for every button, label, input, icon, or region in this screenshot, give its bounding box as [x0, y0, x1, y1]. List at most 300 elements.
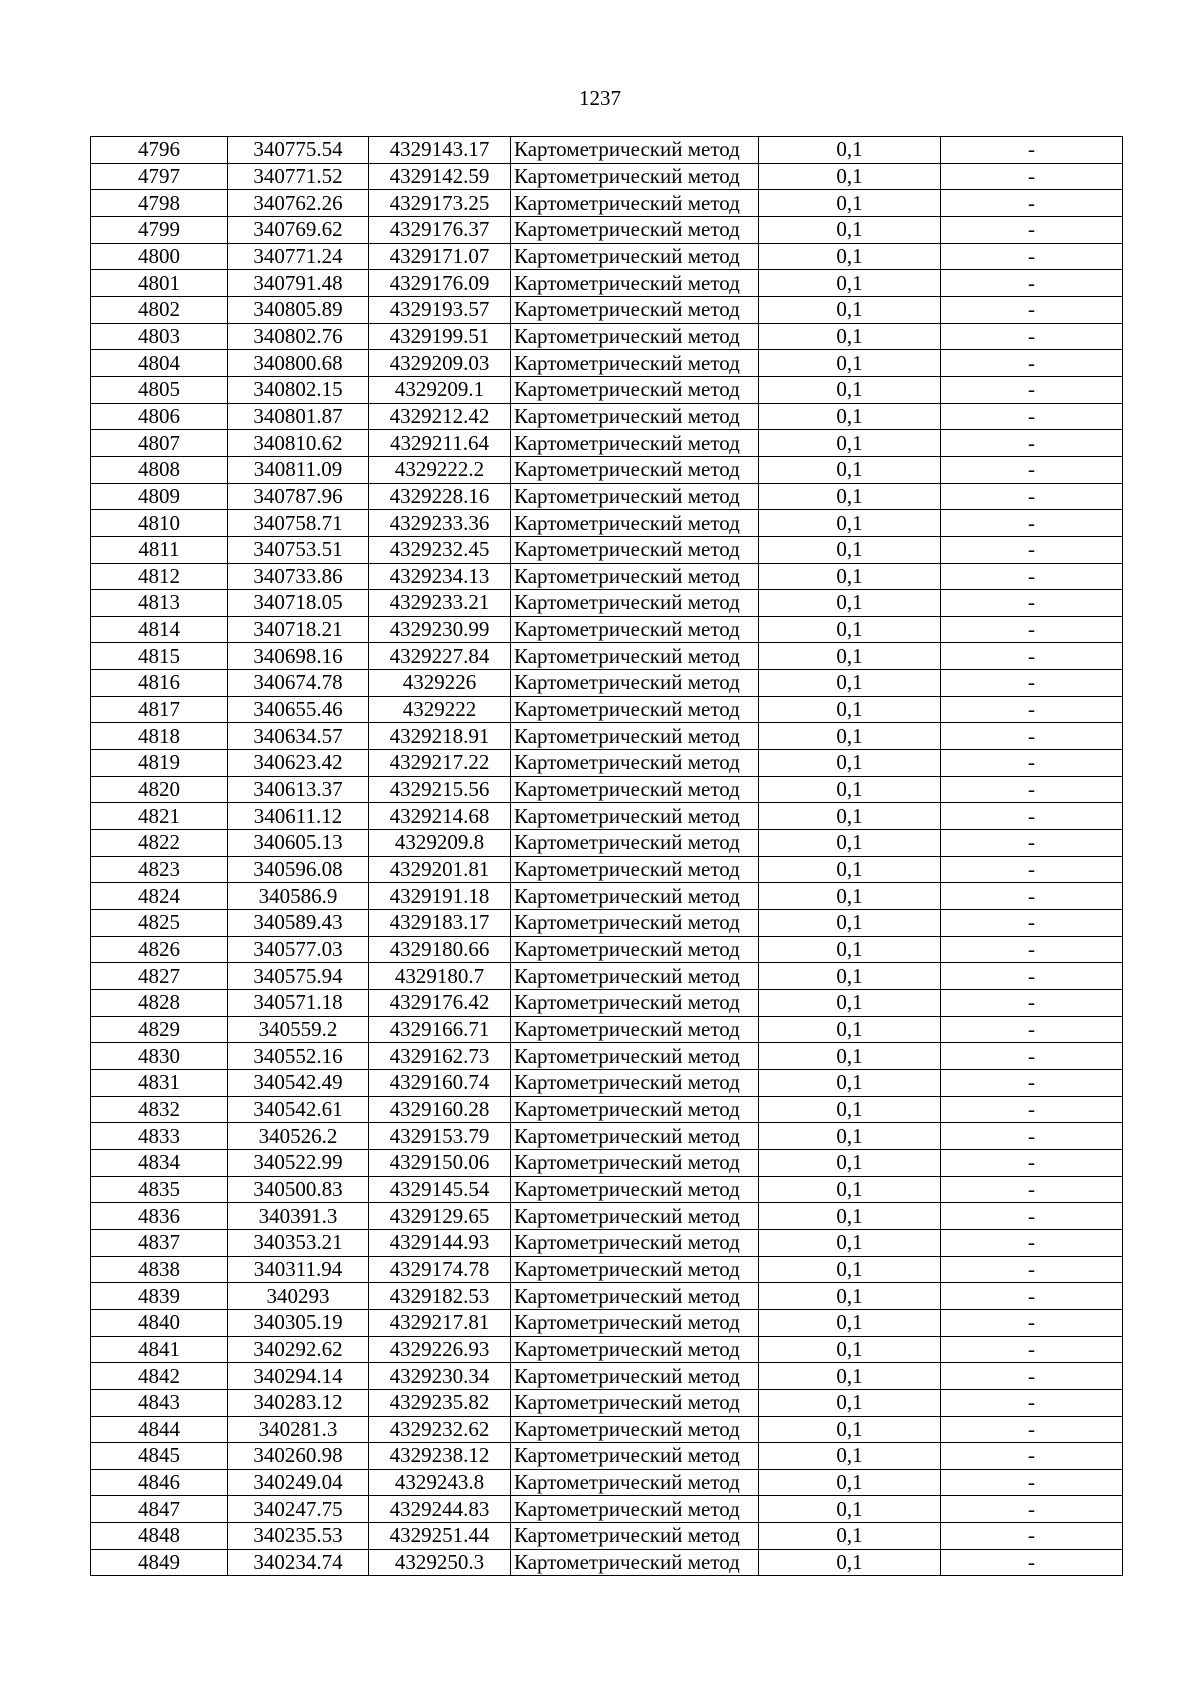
y-coordinate-cell: 4329226: [369, 670, 511, 697]
note-cell: -: [941, 963, 1123, 990]
method-cell: Картометрический метод: [511, 616, 759, 643]
note-cell: -: [941, 830, 1123, 857]
x-coordinate-cell: 340353.21: [228, 1229, 369, 1256]
point-number-cell: 4835: [91, 1176, 228, 1203]
method-cell: Картометрический метод: [511, 856, 759, 883]
x-coordinate-cell: 340596.08: [228, 856, 369, 883]
method-cell: Картометрический метод: [511, 1096, 759, 1123]
table-row: [91, 1336, 1123, 1363]
point-number-cell: 4845: [91, 1443, 228, 1470]
point-number-cell: 4847: [91, 1496, 228, 1523]
y-coordinate-cell: 4329232.45: [369, 536, 511, 563]
table-row: [91, 1096, 1123, 1123]
table-row: [91, 1523, 1123, 1550]
method-cell: Картометрический метод: [511, 1496, 759, 1523]
table-row: [91, 883, 1123, 910]
table-row: [91, 1229, 1123, 1256]
x-coordinate-cell: 340787.96: [228, 483, 369, 510]
table-row: [91, 536, 1123, 563]
table-row: [91, 323, 1123, 350]
table-row: [91, 1549, 1123, 1576]
table-row: [91, 510, 1123, 537]
x-coordinate-cell: 340802.76: [228, 323, 369, 350]
y-coordinate-cell: 4329150.06: [369, 1149, 511, 1176]
y-coordinate-cell: 4329212.42: [369, 403, 511, 430]
note-cell: -: [941, 910, 1123, 937]
table-row: [91, 590, 1123, 617]
note-cell: -: [941, 670, 1123, 697]
y-coordinate-cell: 4329243.8: [369, 1469, 511, 1496]
note-cell: -: [941, 350, 1123, 377]
point-number-cell: 4838: [91, 1256, 228, 1283]
y-coordinate-cell: 4329171.07: [369, 243, 511, 270]
x-coordinate-cell: 340810.62: [228, 430, 369, 457]
point-number-cell: 4813: [91, 590, 228, 617]
accuracy-cell: 0,1: [759, 856, 941, 883]
method-cell: Картометрический метод: [511, 1443, 759, 1470]
table-row: [91, 403, 1123, 430]
y-coordinate-cell: 4329235.82: [369, 1389, 511, 1416]
y-coordinate-cell: 4329153.79: [369, 1123, 511, 1150]
note-cell: -: [941, 296, 1123, 323]
note-cell: -: [941, 1203, 1123, 1230]
y-coordinate-cell: 4329214.68: [369, 803, 511, 830]
x-coordinate-cell: 340249.04: [228, 1469, 369, 1496]
method-cell: Картометрический метод: [511, 1256, 759, 1283]
note-cell: -: [941, 590, 1123, 617]
point-number-cell: 4812: [91, 563, 228, 590]
accuracy-cell: 0,1: [759, 563, 941, 590]
method-cell: Картометрический метод: [511, 1389, 759, 1416]
point-number-cell: 4841: [91, 1336, 228, 1363]
method-cell: Картометрический метод: [511, 936, 759, 963]
point-number-cell: 4839: [91, 1283, 228, 1310]
accuracy-cell: 0,1: [759, 616, 941, 643]
point-number-cell: 4849: [91, 1549, 228, 1576]
accuracy-cell: 0,1: [759, 350, 941, 377]
point-number-cell: 4809: [91, 483, 228, 510]
y-coordinate-cell: 4329173.25: [369, 190, 511, 217]
x-coordinate-cell: 340292.62: [228, 1336, 369, 1363]
y-coordinate-cell: 4329211.64: [369, 430, 511, 457]
note-cell: -: [941, 137, 1123, 164]
x-coordinate-cell: 340733.86: [228, 563, 369, 590]
y-coordinate-cell: 4329215.56: [369, 776, 511, 803]
table-row: [91, 1389, 1123, 1416]
accuracy-cell: 0,1: [759, 776, 941, 803]
method-cell: Картометрический метод: [511, 1176, 759, 1203]
note-cell: -: [941, 1016, 1123, 1043]
method-cell: Картометрический метод: [511, 1016, 759, 1043]
point-number-cell: 4816: [91, 670, 228, 697]
table-row: [91, 856, 1123, 883]
x-coordinate-cell: 340294.14: [228, 1363, 369, 1390]
accuracy-cell: 0,1: [759, 803, 941, 830]
note-cell: -: [941, 1283, 1123, 1310]
point-number-cell: 4797: [91, 163, 228, 190]
table-row: [91, 1469, 1123, 1496]
method-cell: Картометрический метод: [511, 403, 759, 430]
method-cell: Картометрический метод: [511, 270, 759, 297]
method-cell: Картометрический метод: [511, 456, 759, 483]
y-coordinate-cell: 4329201.81: [369, 856, 511, 883]
point-number-cell: 4836: [91, 1203, 228, 1230]
accuracy-cell: 0,1: [759, 963, 941, 990]
point-number-cell: 4817: [91, 696, 228, 723]
x-coordinate-cell: 340771.24: [228, 243, 369, 270]
note-cell: -: [941, 1523, 1123, 1550]
point-number-cell: 4834: [91, 1149, 228, 1176]
method-cell: Картометрический метод: [511, 190, 759, 217]
accuracy-cell: 0,1: [759, 483, 941, 510]
table-row: [91, 643, 1123, 670]
table-row: [91, 616, 1123, 643]
y-coordinate-cell: 4329228.16: [369, 483, 511, 510]
point-number-cell: 4830: [91, 1043, 228, 1070]
table-row: [91, 376, 1123, 403]
method-cell: Картометрический метод: [511, 1043, 759, 1070]
x-coordinate-cell: 340571.18: [228, 990, 369, 1017]
table-row: [91, 270, 1123, 297]
note-cell: -: [941, 1443, 1123, 1470]
method-cell: Картометрический метод: [511, 910, 759, 937]
point-number-cell: 4833: [91, 1123, 228, 1150]
y-coordinate-cell: 4329244.83: [369, 1496, 511, 1523]
accuracy-cell: 0,1: [759, 270, 941, 297]
point-number-cell: 4832: [91, 1096, 228, 1123]
point-number-cell: 4803: [91, 323, 228, 350]
x-coordinate-cell: 340575.94: [228, 963, 369, 990]
note-cell: -: [941, 643, 1123, 670]
x-coordinate-cell: 340281.3: [228, 1416, 369, 1443]
x-coordinate-cell: 340391.3: [228, 1203, 369, 1230]
method-cell: Картометрический метод: [511, 323, 759, 350]
accuracy-cell: 0,1: [759, 1123, 941, 1150]
note-cell: -: [941, 696, 1123, 723]
table-row: [91, 216, 1123, 243]
accuracy-cell: 0,1: [759, 883, 941, 910]
accuracy-cell: 0,1: [759, 830, 941, 857]
point-number-cell: 4822: [91, 830, 228, 857]
x-coordinate-cell: 340305.19: [228, 1309, 369, 1336]
y-coordinate-cell: 4329217.81: [369, 1309, 511, 1336]
coordinates-table-body: [91, 137, 1123, 1576]
method-cell: Картометрический метод: [511, 350, 759, 377]
y-coordinate-cell: 4329233.36: [369, 510, 511, 537]
table-row: [91, 910, 1123, 937]
y-coordinate-cell: 4329234.13: [369, 563, 511, 590]
x-coordinate-cell: 340293: [228, 1283, 369, 1310]
x-coordinate-cell: 340577.03: [228, 936, 369, 963]
method-cell: Картометрический метод: [511, 1203, 759, 1230]
note-cell: -: [941, 483, 1123, 510]
table-row: [91, 670, 1123, 697]
y-coordinate-cell: 4329193.57: [369, 296, 511, 323]
point-number-cell: 4815: [91, 643, 228, 670]
table-row: [91, 776, 1123, 803]
note-cell: -: [941, 190, 1123, 217]
y-coordinate-cell: 4329176.42: [369, 990, 511, 1017]
x-coordinate-cell: 340762.26: [228, 190, 369, 217]
x-coordinate-cell: 340613.37: [228, 776, 369, 803]
accuracy-cell: 0,1: [759, 910, 941, 937]
accuracy-cell: 0,1: [759, 403, 941, 430]
y-coordinate-cell: 4329222: [369, 696, 511, 723]
point-number-cell: 4842: [91, 1363, 228, 1390]
x-coordinate-cell: 340311.94: [228, 1256, 369, 1283]
accuracy-cell: 0,1: [759, 643, 941, 670]
accuracy-cell: 0,1: [759, 163, 941, 190]
y-coordinate-cell: 4329176.09: [369, 270, 511, 297]
x-coordinate-cell: 340559.2: [228, 1016, 369, 1043]
point-number-cell: 4837: [91, 1229, 228, 1256]
accuracy-cell: 0,1: [759, 430, 941, 457]
y-coordinate-cell: 4329251.44: [369, 1523, 511, 1550]
y-coordinate-cell: 4329143.17: [369, 137, 511, 164]
x-coordinate-cell: 340623.42: [228, 750, 369, 777]
accuracy-cell: 0,1: [759, 670, 941, 697]
point-number-cell: 4820: [91, 776, 228, 803]
point-number-cell: 4798: [91, 190, 228, 217]
note-cell: -: [941, 163, 1123, 190]
method-cell: Картометрический метод: [511, 1229, 759, 1256]
note-cell: -: [941, 1149, 1123, 1176]
table-row: [91, 1416, 1123, 1443]
accuracy-cell: 0,1: [759, 1283, 941, 1310]
note-cell: -: [941, 430, 1123, 457]
x-coordinate-cell: 340698.16: [228, 643, 369, 670]
x-coordinate-cell: 340791.48: [228, 270, 369, 297]
x-coordinate-cell: 340801.87: [228, 403, 369, 430]
point-number-cell: 4825: [91, 910, 228, 937]
x-coordinate-cell: 340771.52: [228, 163, 369, 190]
note-cell: -: [941, 1096, 1123, 1123]
x-coordinate-cell: 340586.9: [228, 883, 369, 910]
table-row: [91, 696, 1123, 723]
accuracy-cell: 0,1: [759, 1443, 941, 1470]
accuracy-cell: 0,1: [759, 296, 941, 323]
method-cell: Картометрический метод: [511, 990, 759, 1017]
method-cell: Картометрический метод: [511, 137, 759, 164]
point-number-cell: 4805: [91, 376, 228, 403]
point-number-cell: 4801: [91, 270, 228, 297]
x-coordinate-cell: 340802.15: [228, 376, 369, 403]
y-coordinate-cell: 4329230.34: [369, 1363, 511, 1390]
note-cell: -: [941, 750, 1123, 777]
accuracy-cell: 0,1: [759, 696, 941, 723]
y-coordinate-cell: 4329160.74: [369, 1069, 511, 1096]
accuracy-cell: 0,1: [759, 1176, 941, 1203]
accuracy-cell: 0,1: [759, 536, 941, 563]
table-row: [91, 243, 1123, 270]
y-coordinate-cell: 4329222.2: [369, 456, 511, 483]
y-coordinate-cell: 4329217.22: [369, 750, 511, 777]
note-cell: -: [941, 1309, 1123, 1336]
accuracy-cell: 0,1: [759, 1309, 941, 1336]
table-row: [91, 456, 1123, 483]
note-cell: -: [941, 510, 1123, 537]
method-cell: Картометрический метод: [511, 1283, 759, 1310]
method-cell: Картометрический метод: [511, 1123, 759, 1150]
accuracy-cell: 0,1: [759, 510, 941, 537]
point-number-cell: 4799: [91, 216, 228, 243]
y-coordinate-cell: 4329191.18: [369, 883, 511, 910]
y-coordinate-cell: 4329183.17: [369, 910, 511, 937]
x-coordinate-cell: 340260.98: [228, 1443, 369, 1470]
note-cell: -: [941, 536, 1123, 563]
point-number-cell: 4828: [91, 990, 228, 1017]
accuracy-cell: 0,1: [759, 1256, 941, 1283]
method-cell: Картометрический метод: [511, 483, 759, 510]
y-coordinate-cell: 4329180.7: [369, 963, 511, 990]
point-number-cell: 4843: [91, 1389, 228, 1416]
point-number-cell: 4806: [91, 403, 228, 430]
note-cell: -: [941, 456, 1123, 483]
y-coordinate-cell: 4329232.62: [369, 1416, 511, 1443]
table-row: [91, 1203, 1123, 1230]
point-number-cell: 4811: [91, 536, 228, 563]
point-number-cell: 4819: [91, 750, 228, 777]
method-cell: Картометрический метод: [511, 296, 759, 323]
point-number-cell: 4802: [91, 296, 228, 323]
x-coordinate-cell: 340758.71: [228, 510, 369, 537]
method-cell: Картометрический метод: [511, 1309, 759, 1336]
table-row: [91, 1149, 1123, 1176]
table-row: [91, 350, 1123, 377]
note-cell: -: [941, 1469, 1123, 1496]
y-coordinate-cell: 4329174.78: [369, 1256, 511, 1283]
method-cell: Картометрический метод: [511, 243, 759, 270]
x-coordinate-cell: 340234.74: [228, 1549, 369, 1576]
y-coordinate-cell: 4329209.03: [369, 350, 511, 377]
point-number-cell: 4796: [91, 137, 228, 164]
accuracy-cell: 0,1: [759, 190, 941, 217]
accuracy-cell: 0,1: [759, 1416, 941, 1443]
x-coordinate-cell: 340542.49: [228, 1069, 369, 1096]
accuracy-cell: 0,1: [759, 1523, 941, 1550]
x-coordinate-cell: 340718.21: [228, 616, 369, 643]
x-coordinate-cell: 340769.62: [228, 216, 369, 243]
accuracy-cell: 0,1: [759, 323, 941, 350]
y-coordinate-cell: 4329176.37: [369, 216, 511, 243]
table-row: [91, 163, 1123, 190]
x-coordinate-cell: 340526.2: [228, 1123, 369, 1150]
y-coordinate-cell: 4329129.65: [369, 1203, 511, 1230]
accuracy-cell: 0,1: [759, 1496, 941, 1523]
point-number-cell: 4800: [91, 243, 228, 270]
x-coordinate-cell: 340634.57: [228, 723, 369, 750]
method-cell: Картометрический метод: [511, 163, 759, 190]
accuracy-cell: 0,1: [759, 1549, 941, 1576]
x-coordinate-cell: 340674.78: [228, 670, 369, 697]
method-cell: Картометрический метод: [511, 1363, 759, 1390]
table-row: [91, 936, 1123, 963]
note-cell: -: [941, 1363, 1123, 1390]
accuracy-cell: 0,1: [759, 990, 941, 1017]
y-coordinate-cell: 4329166.71: [369, 1016, 511, 1043]
point-number-cell: 4804: [91, 350, 228, 377]
point-number-cell: 4814: [91, 616, 228, 643]
accuracy-cell: 0,1: [759, 1016, 941, 1043]
method-cell: Картометрический метод: [511, 696, 759, 723]
note-cell: -: [941, 1256, 1123, 1283]
point-number-cell: 4824: [91, 883, 228, 910]
x-coordinate-cell: 340235.53: [228, 1523, 369, 1550]
x-coordinate-cell: 340522.99: [228, 1149, 369, 1176]
method-cell: Картометрический метод: [511, 883, 759, 910]
x-coordinate-cell: 340800.68: [228, 350, 369, 377]
table-row: [91, 1443, 1123, 1470]
method-cell: Картометрический метод: [511, 1469, 759, 1496]
point-number-cell: 4823: [91, 856, 228, 883]
accuracy-cell: 0,1: [759, 216, 941, 243]
table-row: [91, 1283, 1123, 1310]
x-coordinate-cell: 340247.75: [228, 1496, 369, 1523]
y-coordinate-cell: 4329162.73: [369, 1043, 511, 1070]
table-row: [91, 296, 1123, 323]
note-cell: -: [941, 376, 1123, 403]
y-coordinate-cell: 4329182.53: [369, 1283, 511, 1310]
method-cell: Картометрический метод: [511, 1416, 759, 1443]
note-cell: -: [941, 1416, 1123, 1443]
accuracy-cell: 0,1: [759, 376, 941, 403]
table-row: [91, 1363, 1123, 1390]
table-row: [91, 563, 1123, 590]
method-cell: Картометрический метод: [511, 963, 759, 990]
y-coordinate-cell: 4329250.3: [369, 1549, 511, 1576]
table-row: [91, 1043, 1123, 1070]
point-number-cell: 4840: [91, 1309, 228, 1336]
accuracy-cell: 0,1: [759, 1149, 941, 1176]
table-row: [91, 990, 1123, 1017]
method-cell: Картометрический метод: [511, 430, 759, 457]
accuracy-cell: 0,1: [759, 1389, 941, 1416]
note-cell: -: [941, 990, 1123, 1017]
table-row: [91, 190, 1123, 217]
note-cell: -: [941, 243, 1123, 270]
point-number-cell: 4807: [91, 430, 228, 457]
x-coordinate-cell: 340589.43: [228, 910, 369, 937]
note-cell: -: [941, 883, 1123, 910]
point-number-cell: 4844: [91, 1416, 228, 1443]
table-row: [91, 1123, 1123, 1150]
table-row: [91, 430, 1123, 457]
method-cell: Картометрический метод: [511, 830, 759, 857]
x-coordinate-cell: 340805.89: [228, 296, 369, 323]
note-cell: -: [941, 856, 1123, 883]
method-cell: Картометрический метод: [511, 803, 759, 830]
y-coordinate-cell: 4329227.84: [369, 643, 511, 670]
accuracy-cell: 0,1: [759, 243, 941, 270]
point-number-cell: 4808: [91, 456, 228, 483]
x-coordinate-cell: 340655.46: [228, 696, 369, 723]
accuracy-cell: 0,1: [759, 1363, 941, 1390]
table-row: [91, 1496, 1123, 1523]
point-number-cell: 4827: [91, 963, 228, 990]
note-cell: -: [941, 563, 1123, 590]
table-row: [91, 750, 1123, 777]
table-row: [91, 830, 1123, 857]
accuracy-cell: 0,1: [759, 1203, 941, 1230]
y-coordinate-cell: 4329144.93: [369, 1229, 511, 1256]
method-cell: Картометрический метод: [511, 376, 759, 403]
table-row: [91, 1016, 1123, 1043]
x-coordinate-cell: 340552.16: [228, 1043, 369, 1070]
note-cell: -: [941, 1123, 1123, 1150]
coordinates-table: [90, 136, 1123, 1576]
table-row: [91, 1309, 1123, 1336]
note-cell: -: [941, 270, 1123, 297]
